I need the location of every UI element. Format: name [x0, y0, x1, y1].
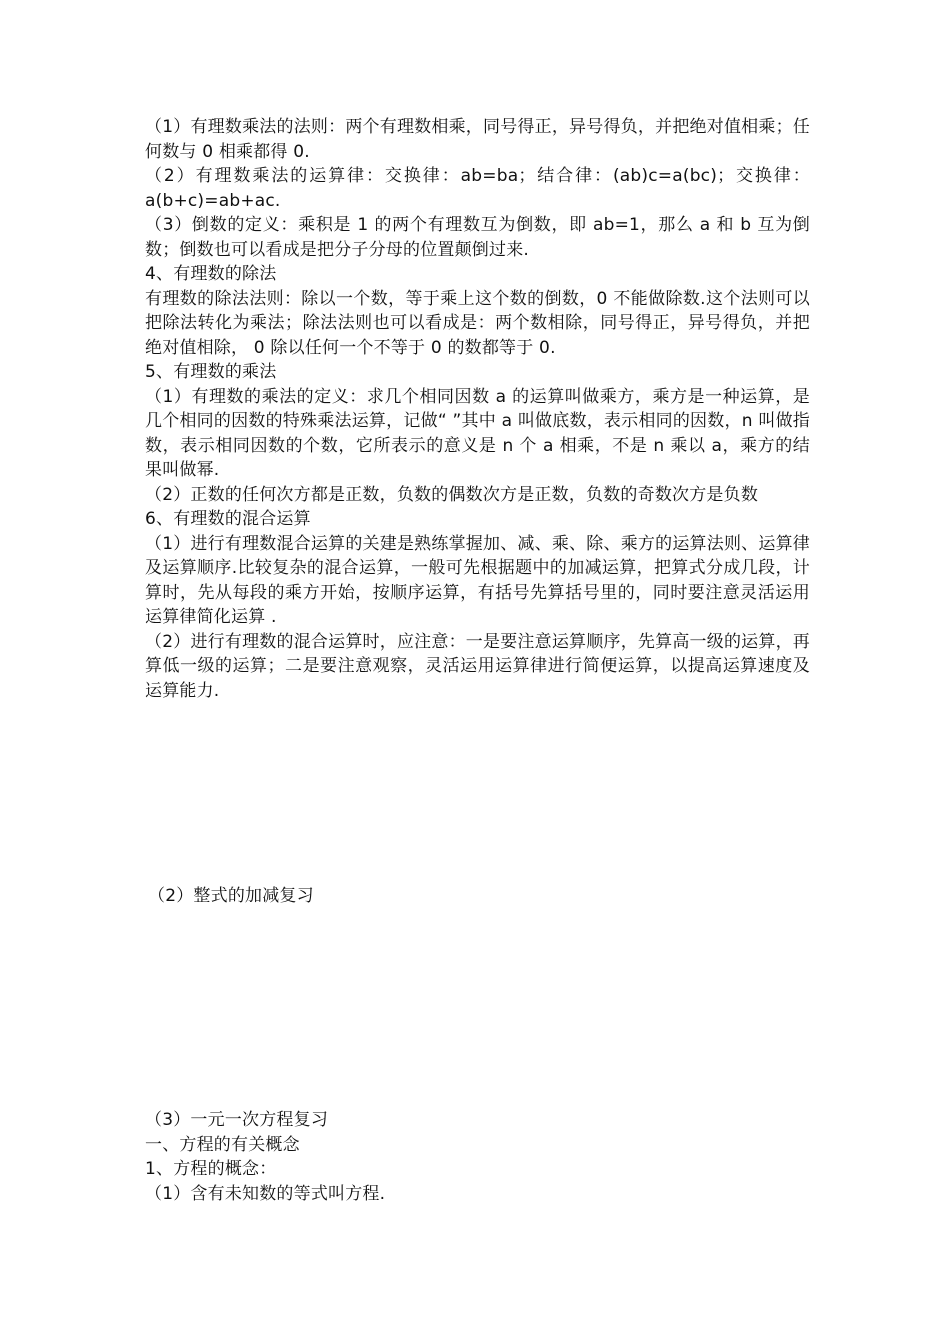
polynomial-review-section	[148, 884, 813, 909]
heading-equation-concepts: 一、方程的有关概念	[145, 1134, 300, 1155]
rational-number-rules-section	[145, 115, 810, 703]
heading-power: 5、有理数的乘法	[145, 362, 277, 382]
paragraph-mixed-operations-key: （1）进行有理数混合运算的关建是熟练掌握加、减、乘、除、乘方的运算法则、运算律及运算顺序.比较复杂的混合运算，一般可先根据题中的加减运算，把算式分成几段，计算时，先从每段的乘方开始，按顺序运算，有括号先算括号里的，同时要注意灵活运用运算律简化运算 .	[145, 533, 810, 627]
paragraph-multiplication-rule: （1）有理数乘法的法则：两个有理数相乘，同号得正，异号得负，并把绝对值相乘；任何数与 0 相乘都得 0.	[145, 117, 810, 162]
paragraph-power-sign: （2）正数的任何次方都是正数，负数的偶数次方是正数，负数的奇数次方是负数	[145, 484, 759, 505]
paragraph-reciprocal-definition: （3）倒数的定义：乘积是 1 的两个有理数互为倒数，即 ab=1，那么 a 和 b 互为倒数；倒数也可以看成是把分子分母的位置颠倒过来.	[145, 215, 810, 260]
paragraph-mixed-operations-notes: （2）进行有理数的混合运算时，应注意：一是要注意运算顺序，先算高一级的运算，再算低一级的运算；二是要注意观察，灵活运用运算律进行简便运算，以提高运算速度及运算能力.	[145, 631, 810, 701]
heading-mixed-operations: 6、有理数的混合运算	[145, 509, 311, 529]
heading-linear-equation-review: （3）一元一次方程复习	[145, 1110, 329, 1130]
heading-polynomial-review: （2）整式的加减复习	[148, 886, 314, 906]
heading-division: 4、有理数的除法	[145, 264, 277, 284]
paragraph-power-definition: （1）有理数的乘法的定义：求几个相同因数 a 的运算叫做乘方，乘方是一种运算，是几个相同的因数的特殊乘法运算，记做“ ”其中 a 叫做底数，表示相同的因数，n 叫做指数，表示相同因数的个数，它所表示的意义是 n 个 a 相乘，不是 n 乘以 a，乘方的结果叫做幂.	[145, 386, 810, 480]
linear-equation-review-section	[145, 1108, 810, 1206]
paragraph-multiplication-laws: （2）有理数乘法的运算律：交换律：ab=ba；结合律：(ab)c=a(bc)；交换律：a(b+c)=ab+ac.	[145, 166, 810, 211]
paragraph-equation-definition: （1）含有未知数的等式叫方程.	[145, 1183, 386, 1204]
paragraph-division-rule: 有理数的除法法则：除以一个数，等于乘上这个数的倒数，0 不能做除数.这个法则可以把除法转化为乘法；除法法则也可以看成是：两个数相除，同号得正，异号得负，并把绝对值相除， 0 除以任何一个不等于 0 的数都等于 0.	[145, 288, 810, 358]
heading-equation-concept: 1、方程的概念：	[145, 1159, 277, 1179]
